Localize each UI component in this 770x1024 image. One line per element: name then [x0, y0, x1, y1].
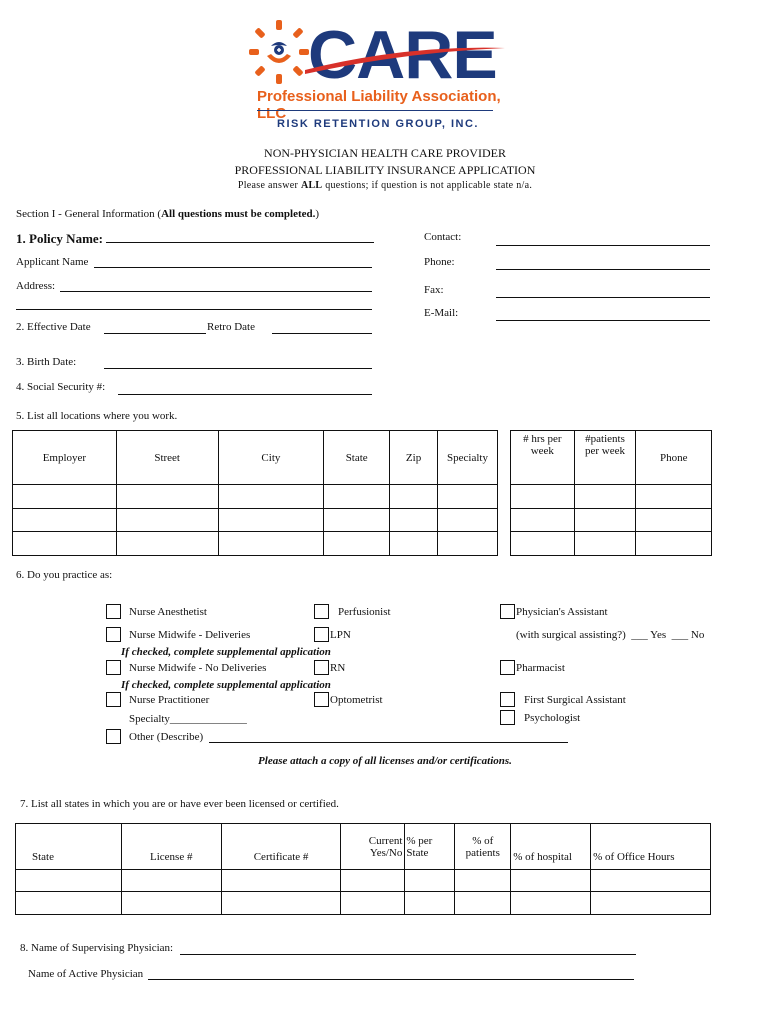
psychologist-checkbox[interactable] [500, 710, 515, 725]
table-row[interactable] [13, 532, 498, 556]
ssn-field[interactable] [118, 394, 372, 395]
header-employer: Employer [13, 431, 117, 485]
first-surgical-assistant-checkbox[interactable] [500, 692, 515, 707]
header-street: Street [116, 431, 218, 485]
nurse-midwife-deliveries-checkbox[interactable] [106, 627, 121, 642]
table-row[interactable] [16, 892, 711, 915]
header-hrs-per-week: # hrs per week [511, 431, 575, 485]
section-1-label: Section I - General Information (All questions must be completed.) [16, 208, 320, 220]
locations-table-right [510, 430, 712, 556]
practice-label: 6. Do you practice as: [16, 569, 113, 581]
policy-name-field[interactable] [106, 242, 374, 243]
care-logo [245, 18, 505, 138]
supervising-physician-label: 8. Name of Supervising Physician: [20, 942, 174, 954]
specialty-field[interactable]: Specialty______________ [129, 713, 247, 725]
lpn-label: LPN [330, 629, 351, 641]
header-license: License # [121, 824, 221, 870]
birth-date-field[interactable] [104, 368, 372, 369]
header-state: State [324, 431, 390, 485]
table-row[interactable] [13, 485, 498, 509]
fax-field[interactable] [496, 297, 710, 298]
table-row[interactable] [511, 485, 712, 509]
nurse-anesthetist-label: Nurse Anesthetist [129, 606, 207, 618]
nurse-practitioner-label: Nurse Practitioner [129, 694, 210, 706]
locations-table-left [12, 430, 498, 556]
ssn-label: 4. Social Security #: [16, 381, 106, 393]
email-field[interactable] [496, 320, 710, 321]
optometrist-checkbox[interactable] [314, 692, 329, 707]
applicant-name-field[interactable] [94, 267, 372, 268]
header-percent-per-state: % per State [405, 824, 455, 870]
active-physician-field[interactable] [148, 979, 634, 980]
active-physician-label: Name of Active Physician [28, 968, 144, 980]
nurse-practitioner-checkbox[interactable] [106, 692, 121, 707]
table-row[interactable] [13, 509, 498, 532]
physicians-assistant-label: Physician's Assistant [516, 606, 608, 618]
retro-date-field[interactable] [272, 333, 372, 334]
surgical-assisting-question[interactable]: (with surgical assisting?) ___ Yes ___ No [516, 629, 705, 641]
form-title-line1: NON-PHYSICIAN HEALTH CARE PROVIDER [264, 146, 506, 160]
address-label: Address: [16, 280, 56, 292]
first-surgical-assistant-label: First Surgical Assistant [524, 694, 626, 706]
states-header-row [16, 824, 711, 870]
states-label: 7. List all states in which you are or have ever been licensed or certified. [20, 798, 339, 810]
address-field-1[interactable] [60, 291, 372, 292]
rn-label: RN [330, 662, 346, 674]
table-row[interactable] [511, 532, 712, 556]
instruction: Please answer ALL questions; if question is not applicable state n/a. [237, 180, 533, 191]
header-zip: Zip [390, 431, 438, 485]
locations-label: 5. List all locations where you work. [16, 410, 178, 422]
attach-note: Please attach a copy of all licenses and/or certifications. [258, 755, 512, 767]
effective-date-label: 2. Effective Date [16, 321, 91, 333]
nurse-midwife-deliveries-label: Nurse Midwife - Deliveries [129, 629, 251, 641]
applicant-name-label: Applicant Name [16, 256, 89, 268]
subtagline: RISK RETENTION GROUP, INC. [277, 118, 479, 130]
policy-name-label: 1. Policy Name: [16, 231, 104, 246]
pharmacist-label: Pharmacist [516, 662, 565, 674]
logo-divider [257, 110, 493, 111]
header-percent-hospital: % of hospital [511, 824, 591, 870]
header-phone: Phone [636, 431, 712, 485]
header-percent-patients: % of patients [455, 824, 511, 870]
contact-field[interactable] [496, 245, 710, 246]
other-describe-field[interactable] [209, 742, 568, 743]
form-title-line2: PROFESSIONAL LIABILITY INSURANCE APPLICATION [234, 163, 536, 177]
header-percent-office-hours: % of Office Hours [591, 824, 711, 870]
supervising-physician-field[interactable] [180, 954, 636, 955]
other-checkbox[interactable] [106, 729, 121, 744]
perfusionist-label: Perfusionist [338, 606, 391, 618]
header-certificate: Certificate # [221, 824, 341, 870]
supplemental-note-2: If checked, complete supplemental application [121, 679, 331, 691]
header-specialty: Specialty [438, 431, 498, 485]
states-table [15, 823, 711, 915]
nurse-midwife-no-deliveries-label: Nurse Midwife - No Deliveries [129, 662, 267, 674]
header-state: State [16, 824, 122, 870]
hands-heart-icon [249, 20, 309, 84]
header-current: Current Yes/No [341, 824, 405, 870]
table-row[interactable] [16, 870, 711, 892]
retro-date-label: Retro Date [207, 321, 255, 333]
swoosh-icon [305, 40, 505, 80]
optometrist-label: Optometrist [330, 694, 383, 706]
psychologist-label: Psychologist [524, 712, 581, 724]
lpn-checkbox[interactable] [314, 627, 329, 642]
table-row[interactable] [511, 509, 712, 532]
rn-checkbox[interactable] [314, 660, 329, 675]
fax-label: Fax: [424, 284, 444, 296]
pharmacist-checkbox[interactable] [500, 660, 515, 675]
brand-name: CARE [308, 17, 497, 93]
phone-field[interactable] [496, 269, 710, 270]
email-label: E-Mail: [424, 307, 459, 319]
locations-header-row [13, 431, 498, 485]
header-patients-per-week: #patients per week [574, 431, 636, 485]
header-city: City [218, 431, 324, 485]
physicians-assistant-checkbox[interactable] [500, 604, 515, 619]
tagline: Professional Liability Association, LLC [257, 88, 501, 122]
supplemental-note-1: If checked, complete supplemental application [121, 646, 331, 658]
phone-label: Phone: [424, 256, 455, 268]
other-label: Other (Describe) [129, 731, 204, 743]
nurse-anesthetist-checkbox[interactable] [106, 604, 121, 619]
perfusionist-checkbox[interactable] [314, 604, 329, 619]
effective-date-field[interactable] [104, 333, 206, 334]
birth-date-label: 3. Birth Date: [16, 356, 77, 368]
contact-label: Contact: [424, 231, 462, 243]
nurse-midwife-no-deliveries-checkbox[interactable] [106, 660, 121, 675]
locations-header-row-right [511, 431, 712, 485]
address-field-2[interactable] [16, 309, 372, 310]
